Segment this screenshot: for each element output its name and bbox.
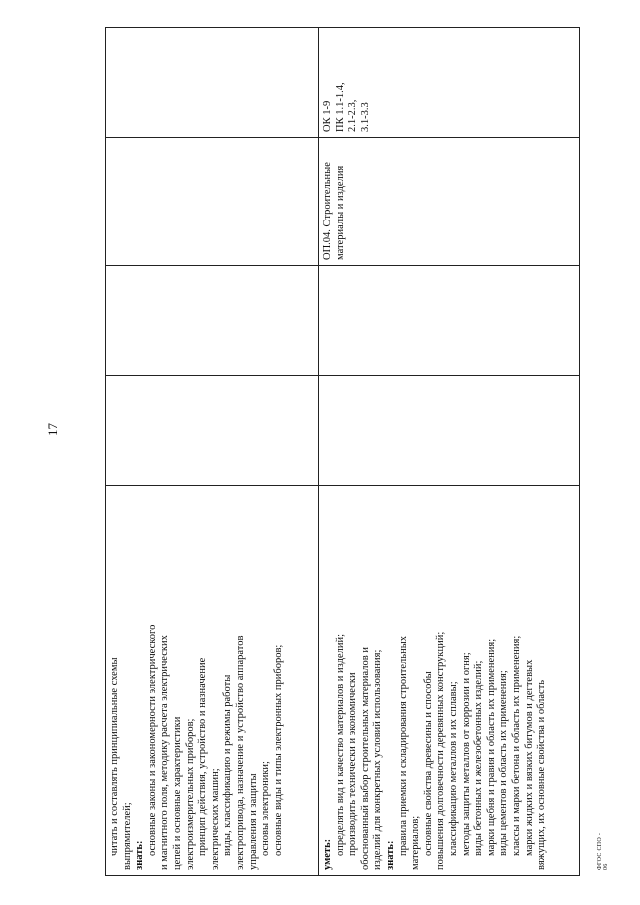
competencies-codes: ОК 1-9 ПК 1.1-1.4, 2.1-2.3, 3.1-3.3 [322,82,371,132]
section-label: уметь: [322,838,333,870]
requirement-line: производить технически и экономически [347,672,359,856]
discipline-cell [319,138,580,266]
requirement-line: методы защиты металлов от коррозии и огня; [460,652,472,856]
section-label: знать: [384,840,396,870]
requirement-line: правила приемки и складирования строительных [397,635,409,856]
table-row [106,28,319,876]
requirement-line: виды бетонных и железобетонных изделий; [473,660,485,856]
requirement-line: повышения долговечности деревянных конструкций; [435,631,447,870]
requirement-line: определять вид и качество материалов и изделий; [334,633,346,856]
requirement-line: марки жидких и вязких битумов и дегтевых [523,659,535,856]
table-row [319,28,580,876]
competencies-cell [106,28,319,138]
discipline-cell [106,138,319,266]
hours-class-cell [319,266,580,376]
competencies-cell [319,28,580,138]
section-label: знать: [134,840,146,870]
requirements-cell [106,486,319,876]
requirement-line: электроизмерительных приборов; [184,718,196,870]
requirement-line: принцип действия, устройство и назначение [197,657,209,856]
requirement-line: марки щебня и гравия и область их применения; [485,638,497,856]
hours-max-cell [106,376,319,486]
requirement-line: цепей и основные характеристики [171,716,183,870]
requirement-line: классификацию металлов и их сплавы; [447,681,459,856]
requirement-line: классы и марки бетона и область их применения; [510,635,522,856]
requirement-line: обоснованный выбор строительных материалов и [359,647,371,870]
hours-max-cell [319,376,580,486]
requirement-line: основы электроники; [260,761,272,856]
page-number: 17 [45,423,60,436]
requirements-lines [322,491,549,870]
requirement-line: основные виды и типы электронных приборов; [272,644,284,856]
requirement-line: основные законы и закономерности электрического [146,624,158,856]
requirement-line: материалов; [410,815,422,870]
requirement-line: электропривода, назначение и устройство аппаратов [234,635,246,870]
discipline-name: ОП.04. Строительные материалы и изделия [322,162,346,260]
curriculum-table-container [105,28,579,876]
requirement-line: вяжущих, их основные свойства и область [536,679,548,870]
requirement-line: читать и составлять принципиальные схемы [109,657,120,856]
hours-class-cell [106,266,319,376]
requirement-line: управления и защиты [247,773,259,870]
requirement-line: изделий для конкретных условий использования; [372,649,384,870]
requirement-line: выпрямителей; [121,802,133,870]
requirements-cell [319,486,580,876]
curriculum-table [105,27,580,876]
footer-code: ФГОС СПО - 06 [597,832,609,870]
requirements-lines [109,491,285,870]
requirement-line: и магнитного поля, методику расчета электрических [159,635,171,870]
requirement-line: виды цементов и область их применения; [498,670,510,856]
requirement-line: виды, классификацию и режимы работы [222,674,234,856]
requirement-line: основные свойства древесины и способы [422,671,434,856]
requirement-line: электрических машин; [209,768,221,870]
